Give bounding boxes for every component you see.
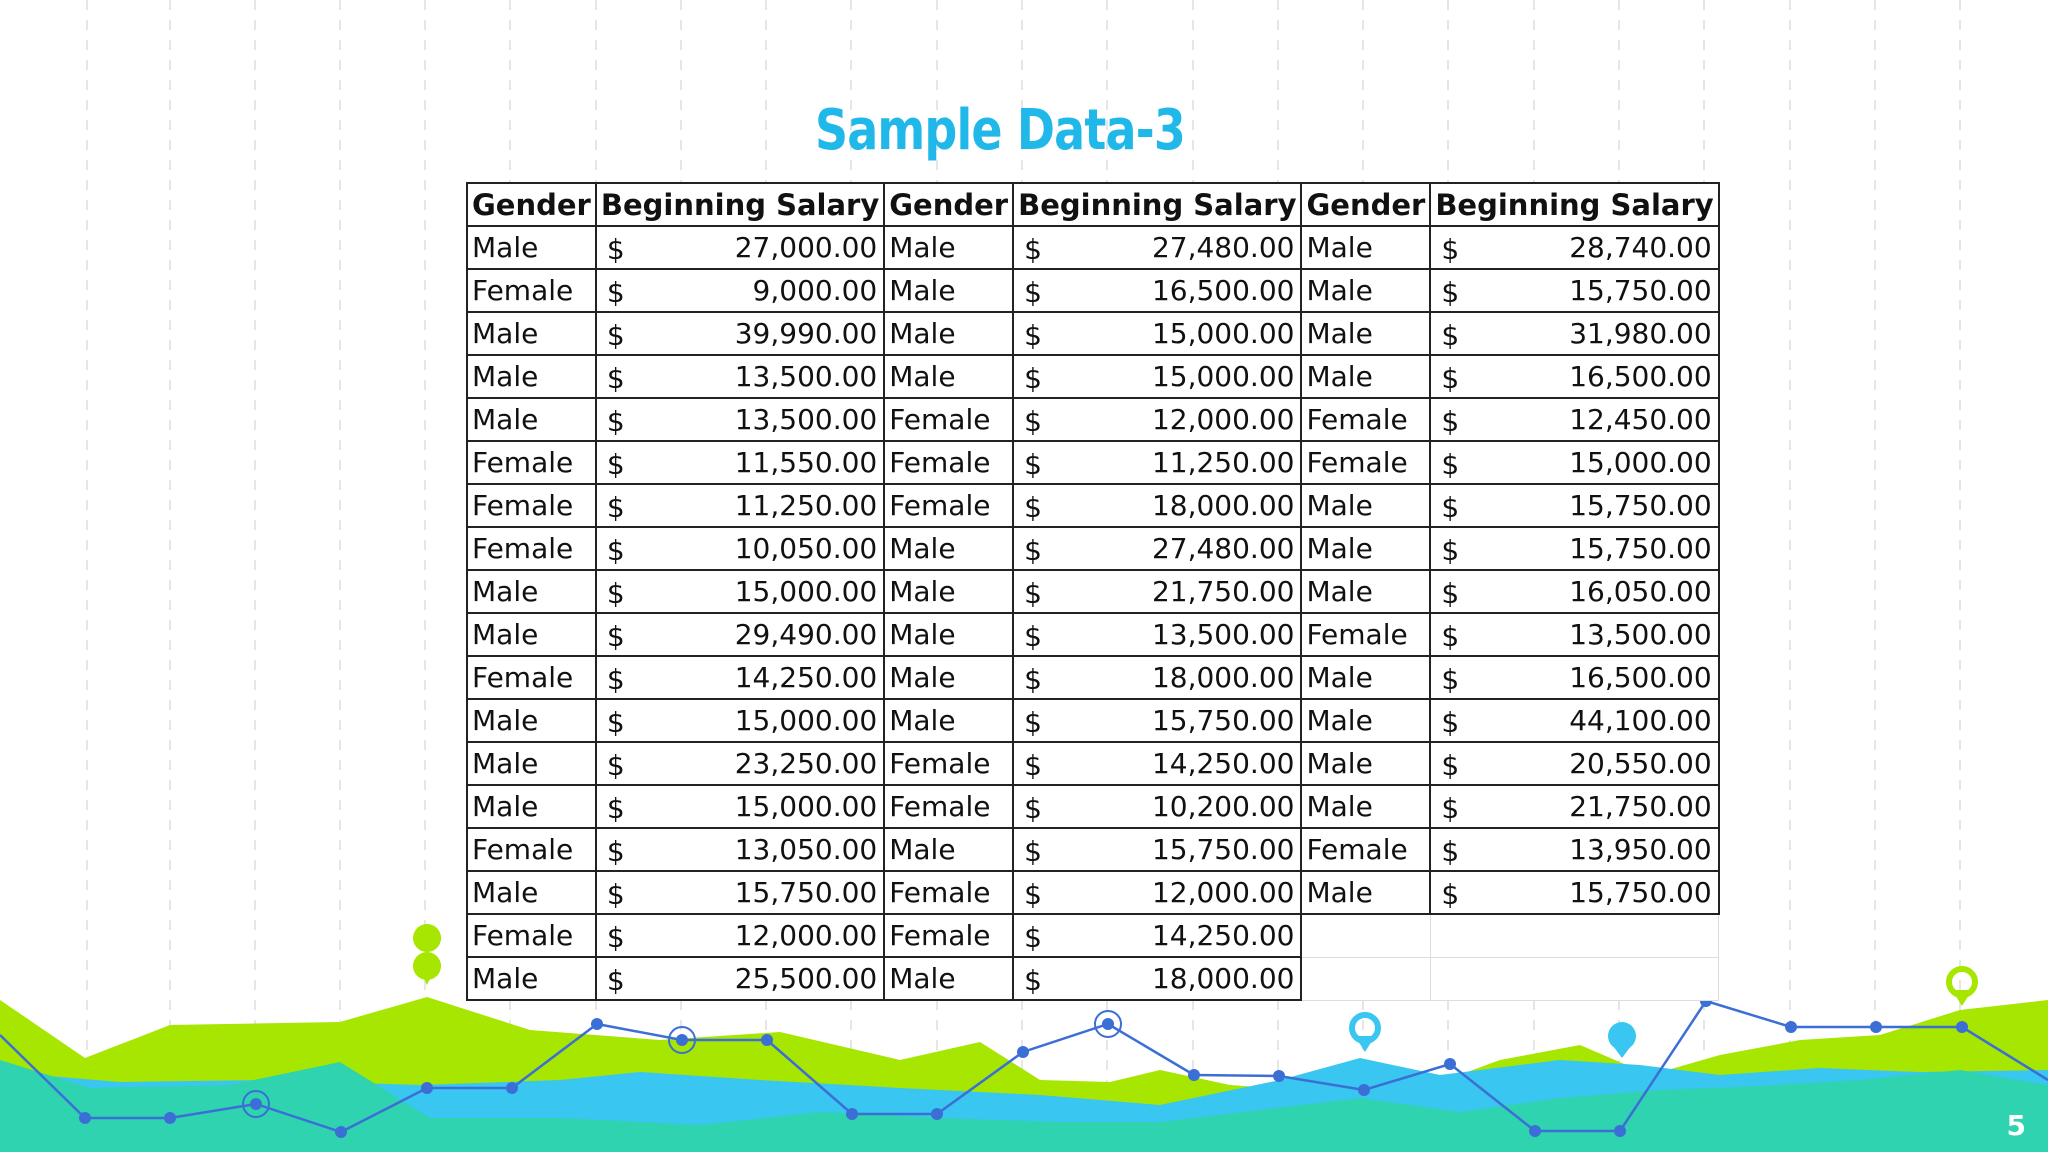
gender-cell: Female bbox=[1301, 828, 1430, 871]
currency-symbol: $ bbox=[606, 577, 625, 610]
salary-cell bbox=[596, 441, 884, 484]
salary-cell bbox=[1430, 226, 1718, 269]
table-row bbox=[467, 742, 1719, 785]
gender-cell: Female bbox=[1301, 613, 1430, 656]
currency-symbol: $ bbox=[1024, 405, 1042, 438]
gender-cell: Male bbox=[1301, 570, 1430, 613]
currency-symbol: $ bbox=[606, 276, 625, 309]
gender-cell: Male bbox=[1301, 312, 1430, 355]
salary-amount: 12,000.00 bbox=[1151, 876, 1295, 909]
currency-symbol: $ bbox=[606, 835, 625, 868]
salary-cell bbox=[596, 871, 884, 914]
salary-cell bbox=[1013, 527, 1301, 570]
lime-pin-outline-icon bbox=[1949, 969, 1975, 1006]
currency-symbol: $ bbox=[1024, 362, 1042, 395]
currency-symbol: $ bbox=[1441, 362, 1460, 395]
salary-amount: 15,750.00 bbox=[1569, 274, 1712, 307]
table-row bbox=[467, 312, 1719, 355]
salary-amount: 39,990.00 bbox=[734, 317, 878, 350]
salary-amount: 10,050.00 bbox=[734, 532, 878, 565]
salary-amount: 27,000.00 bbox=[734, 231, 878, 264]
currency-symbol: $ bbox=[1024, 921, 1042, 954]
header-gender-2: Gender bbox=[884, 183, 1013, 226]
gender-cell: Male bbox=[884, 527, 1013, 570]
empty-cell bbox=[1301, 914, 1430, 957]
salary-amount: 21,750.00 bbox=[1569, 790, 1712, 823]
currency-symbol: $ bbox=[1441, 835, 1460, 868]
currency-symbol: $ bbox=[1024, 792, 1042, 825]
salary-amount: 15,750.00 bbox=[1569, 532, 1712, 565]
currency-symbol: $ bbox=[606, 319, 625, 352]
gender-cell: Male bbox=[467, 570, 596, 613]
salary-cell bbox=[1013, 269, 1301, 312]
salary-amount: 10,200.00 bbox=[1151, 790, 1295, 823]
currency-symbol: $ bbox=[606, 534, 625, 567]
salary-cell bbox=[596, 226, 884, 269]
gender-cell: Male bbox=[884, 355, 1013, 398]
salary-amount: 18,000.00 bbox=[1151, 661, 1295, 694]
table-row bbox=[467, 785, 1719, 828]
table-row bbox=[467, 269, 1719, 312]
currency-symbol: $ bbox=[1441, 792, 1460, 825]
salary-amount: 13,500.00 bbox=[1151, 618, 1295, 651]
empty-cell bbox=[1430, 957, 1718, 1000]
salary-amount: 20,550.00 bbox=[1569, 747, 1712, 780]
salary-amount: 13,500.00 bbox=[1569, 618, 1712, 651]
currency-symbol: $ bbox=[1441, 749, 1460, 782]
salary-amount: 15,750.00 bbox=[1151, 833, 1295, 866]
salary-amount: 44,100.00 bbox=[1569, 704, 1712, 737]
gender-cell: Male bbox=[1301, 527, 1430, 570]
salary-cell bbox=[1013, 656, 1301, 699]
salary-cell bbox=[596, 527, 884, 570]
salary-amount: 15,750.00 bbox=[1569, 489, 1712, 522]
salary-cell bbox=[1013, 398, 1301, 441]
salary-amount: 11,550.00 bbox=[734, 446, 878, 479]
gender-cell: Male bbox=[1301, 656, 1430, 699]
gender-cell: Male bbox=[884, 570, 1013, 613]
salary-amount: 18,000.00 bbox=[1151, 489, 1295, 522]
salary-cell bbox=[1430, 613, 1718, 656]
sky-pin-outline-icon bbox=[1352, 1015, 1378, 1052]
gender-cell: Female bbox=[884, 441, 1013, 484]
salary-cell bbox=[1013, 355, 1301, 398]
salary-cell bbox=[1013, 699, 1301, 742]
salary-cell bbox=[1013, 226, 1301, 269]
salary-amount: 12,000.00 bbox=[734, 919, 878, 952]
currency-symbol: $ bbox=[606, 491, 625, 524]
gender-cell: Male bbox=[884, 269, 1013, 312]
gender-cell: Female bbox=[467, 828, 596, 871]
table-row bbox=[467, 656, 1719, 699]
salary-cell bbox=[1013, 871, 1301, 914]
salary-cell bbox=[1013, 742, 1301, 785]
salary-cell bbox=[1430, 785, 1718, 828]
gender-cell: Male bbox=[884, 656, 1013, 699]
gender-cell: Male bbox=[467, 785, 596, 828]
sky-pin-icon bbox=[1608, 1022, 1636, 1058]
currency-symbol: $ bbox=[606, 448, 625, 481]
salary-cell bbox=[1013, 570, 1301, 613]
salary-cell bbox=[1430, 269, 1718, 312]
salary-cell bbox=[596, 699, 884, 742]
currency-symbol: $ bbox=[606, 964, 625, 997]
currency-symbol: $ bbox=[1441, 233, 1460, 266]
currency-symbol: $ bbox=[1441, 491, 1460, 524]
salary-amount: 18,000.00 bbox=[1151, 962, 1295, 995]
currency-symbol: $ bbox=[1024, 534, 1042, 567]
currency-symbol: $ bbox=[1024, 663, 1042, 696]
salary-amount: 16,500.00 bbox=[1569, 360, 1712, 393]
gender-cell: Female bbox=[1301, 441, 1430, 484]
gender-cell: Male bbox=[1301, 871, 1430, 914]
salary-amount: 15,000.00 bbox=[1569, 446, 1712, 479]
currency-symbol: $ bbox=[1441, 577, 1460, 610]
salary-cell bbox=[1013, 785, 1301, 828]
currency-symbol: $ bbox=[1441, 534, 1460, 567]
empty-cell bbox=[1301, 957, 1430, 1000]
table-row bbox=[467, 355, 1719, 398]
salary-cell bbox=[596, 656, 884, 699]
salary-amount: 11,250.00 bbox=[1151, 446, 1295, 479]
salary-cell bbox=[1430, 570, 1718, 613]
gender-cell: Male bbox=[1301, 785, 1430, 828]
currency-symbol: $ bbox=[1024, 878, 1042, 911]
salary-cell bbox=[1430, 355, 1718, 398]
salary-cell bbox=[596, 355, 884, 398]
gender-cell: Female bbox=[467, 914, 596, 957]
currency-symbol: $ bbox=[606, 233, 625, 266]
gender-cell: Male bbox=[467, 957, 596, 1000]
salary-amount: 12,000.00 bbox=[1151, 403, 1295, 436]
currency-symbol: $ bbox=[1441, 663, 1460, 696]
gender-cell: Male bbox=[467, 742, 596, 785]
gender-cell: Female bbox=[884, 398, 1013, 441]
salary-amount: 15,750.00 bbox=[1569, 876, 1712, 909]
salary-amount: 13,500.00 bbox=[734, 360, 878, 393]
salary-cell bbox=[596, 785, 884, 828]
currency-symbol: $ bbox=[606, 362, 625, 395]
salary-cell bbox=[1013, 613, 1301, 656]
salary-cell bbox=[1430, 656, 1718, 699]
salary-amount: 14,250.00 bbox=[734, 661, 878, 694]
currency-symbol: $ bbox=[606, 749, 625, 782]
currency-symbol: $ bbox=[1024, 749, 1042, 782]
currency-symbol: $ bbox=[1024, 577, 1042, 610]
gender-cell: Male bbox=[467, 355, 596, 398]
currency-symbol: $ bbox=[1024, 706, 1042, 739]
header-gender-3: Gender bbox=[1301, 183, 1430, 226]
salary-amount: 25,500.00 bbox=[734, 962, 878, 995]
gender-cell: Male bbox=[467, 699, 596, 742]
currency-symbol: $ bbox=[1024, 319, 1042, 352]
salary-amount: 15,750.00 bbox=[1151, 704, 1295, 737]
table-row bbox=[467, 570, 1719, 613]
gender-cell: Female bbox=[884, 871, 1013, 914]
currency-symbol: $ bbox=[606, 878, 625, 911]
gender-cell: Female bbox=[467, 269, 596, 312]
table-row bbox=[467, 398, 1719, 441]
gender-cell: Male bbox=[884, 226, 1013, 269]
table-row bbox=[467, 527, 1719, 570]
page-number: 5 bbox=[2006, 1109, 2026, 1142]
salary-cell bbox=[596, 484, 884, 527]
gender-cell: Female bbox=[884, 914, 1013, 957]
gender-cell: Female bbox=[884, 742, 1013, 785]
gender-cell: Female bbox=[1301, 398, 1430, 441]
gender-cell: Male bbox=[1301, 355, 1430, 398]
gender-cell: Male bbox=[1301, 226, 1430, 269]
gender-cell: Male bbox=[1301, 269, 1430, 312]
salary-cell bbox=[596, 312, 884, 355]
salary-amount: 13,050.00 bbox=[734, 833, 878, 866]
header-gender-1: Gender bbox=[467, 183, 596, 226]
gender-cell: Male bbox=[467, 613, 596, 656]
currency-symbol: $ bbox=[1441, 620, 1460, 653]
salary-data-table bbox=[466, 182, 1720, 1001]
salary-amount: 15,000.00 bbox=[734, 575, 878, 608]
currency-symbol: $ bbox=[606, 663, 625, 696]
currency-symbol: $ bbox=[1441, 319, 1460, 352]
table-row bbox=[467, 441, 1719, 484]
table-row bbox=[467, 699, 1719, 742]
salary-amount: 12,450.00 bbox=[1569, 403, 1712, 436]
gender-cell: Male bbox=[884, 828, 1013, 871]
gender-cell: Female bbox=[884, 785, 1013, 828]
salary-cell bbox=[596, 957, 884, 1000]
salary-cell bbox=[1430, 871, 1718, 914]
gender-cell: Male bbox=[884, 312, 1013, 355]
salary-cell bbox=[1430, 484, 1718, 527]
table-row bbox=[467, 226, 1719, 269]
currency-symbol: $ bbox=[606, 405, 625, 438]
currency-symbol: $ bbox=[1024, 620, 1042, 653]
salary-amount: 15,750.00 bbox=[734, 876, 878, 909]
currency-symbol: $ bbox=[1441, 878, 1460, 911]
salary-amount: 23,250.00 bbox=[734, 747, 878, 780]
salary-cell bbox=[1013, 914, 1301, 957]
table-row bbox=[467, 613, 1719, 656]
salary-cell bbox=[596, 570, 884, 613]
salary-amount: 16,500.00 bbox=[1569, 661, 1712, 694]
salary-cell bbox=[1013, 828, 1301, 871]
header-salary-1: Beginning Salary bbox=[596, 183, 884, 226]
slide-title: Sample Data-3 bbox=[814, 98, 1186, 163]
currency-symbol: $ bbox=[1441, 706, 1460, 739]
salary-cell bbox=[1430, 828, 1718, 871]
gender-cell: Male bbox=[467, 398, 596, 441]
currency-symbol: $ bbox=[1024, 491, 1042, 524]
currency-symbol: $ bbox=[1441, 276, 1460, 309]
table-header-row bbox=[467, 183, 1719, 226]
salary-amount: 15,000.00 bbox=[734, 704, 878, 737]
header-salary-3: Beginning Salary bbox=[1430, 183, 1718, 226]
salary-cell bbox=[596, 828, 884, 871]
header-salary-2: Beginning Salary bbox=[1013, 183, 1301, 226]
salary-amount: 9,000.00 bbox=[752, 274, 878, 307]
empty-cell bbox=[1430, 914, 1718, 957]
currency-symbol: $ bbox=[1441, 448, 1460, 481]
gender-cell: Male bbox=[467, 871, 596, 914]
currency-symbol: $ bbox=[606, 706, 625, 739]
salary-cell bbox=[1430, 312, 1718, 355]
gender-cell: Female bbox=[884, 484, 1013, 527]
salary-amount: 14,250.00 bbox=[1151, 919, 1295, 952]
salary-amount: 13,500.00 bbox=[734, 403, 878, 436]
salary-amount: 15,000.00 bbox=[734, 790, 878, 823]
salary-cell bbox=[1013, 957, 1301, 1000]
salary-cell bbox=[1013, 312, 1301, 355]
gender-cell: Female bbox=[467, 656, 596, 699]
salary-amount: 15,000.00 bbox=[1151, 317, 1295, 350]
currency-symbol: $ bbox=[1024, 964, 1042, 997]
salary-cell bbox=[596, 269, 884, 312]
salary-amount: 15,000.00 bbox=[1151, 360, 1295, 393]
currency-symbol: $ bbox=[606, 921, 625, 954]
currency-symbol: $ bbox=[1024, 276, 1042, 309]
currency-symbol: $ bbox=[1441, 405, 1460, 438]
gender-cell: Male bbox=[467, 226, 596, 269]
salary-amount: 16,500.00 bbox=[1151, 274, 1295, 307]
salary-cell bbox=[596, 398, 884, 441]
currency-symbol: $ bbox=[606, 620, 625, 653]
salary-amount: 28,740.00 bbox=[1569, 231, 1712, 264]
salary-cell bbox=[596, 742, 884, 785]
gender-cell: Male bbox=[1301, 484, 1430, 527]
salary-cell bbox=[1430, 527, 1718, 570]
table-row bbox=[467, 871, 1719, 914]
gender-cell: Male bbox=[884, 957, 1013, 1000]
salary-amount: 27,480.00 bbox=[1151, 231, 1295, 264]
salary-amount: 14,250.00 bbox=[1151, 747, 1295, 780]
salary-cell bbox=[1013, 484, 1301, 527]
gender-cell: Male bbox=[467, 312, 596, 355]
currency-symbol: $ bbox=[1024, 448, 1042, 481]
gender-cell: Female bbox=[467, 527, 596, 570]
salary-cell bbox=[596, 613, 884, 656]
salary-cell bbox=[1430, 398, 1718, 441]
salary-amount: 21,750.00 bbox=[1151, 575, 1295, 608]
salary-amount: 29,490.00 bbox=[734, 618, 878, 651]
salary-cell bbox=[1430, 742, 1718, 785]
currency-symbol: $ bbox=[1024, 835, 1042, 868]
table-row bbox=[467, 914, 1719, 957]
salary-amount: 11,250.00 bbox=[734, 489, 878, 522]
salary-cell bbox=[1430, 441, 1718, 484]
table-row bbox=[467, 484, 1719, 527]
currency-symbol: $ bbox=[606, 792, 625, 825]
gender-cell: Male bbox=[884, 613, 1013, 656]
currency-symbol: $ bbox=[1024, 233, 1042, 266]
salary-amount: 13,950.00 bbox=[1569, 833, 1712, 866]
salary-amount: 31,980.00 bbox=[1569, 317, 1712, 350]
table-row bbox=[467, 828, 1719, 871]
salary-cell bbox=[596, 914, 884, 957]
gender-cell: Female bbox=[467, 484, 596, 527]
gender-cell: Male bbox=[884, 699, 1013, 742]
gender-cell: Female bbox=[467, 441, 596, 484]
salary-amount: 16,050.00 bbox=[1569, 575, 1712, 608]
gender-cell: Male bbox=[1301, 742, 1430, 785]
salary-cell bbox=[1430, 699, 1718, 742]
gender-cell: Male bbox=[1301, 699, 1430, 742]
salary-cell bbox=[1013, 441, 1301, 484]
table-row bbox=[467, 957, 1719, 1000]
salary-amount: 27,480.00 bbox=[1151, 532, 1295, 565]
